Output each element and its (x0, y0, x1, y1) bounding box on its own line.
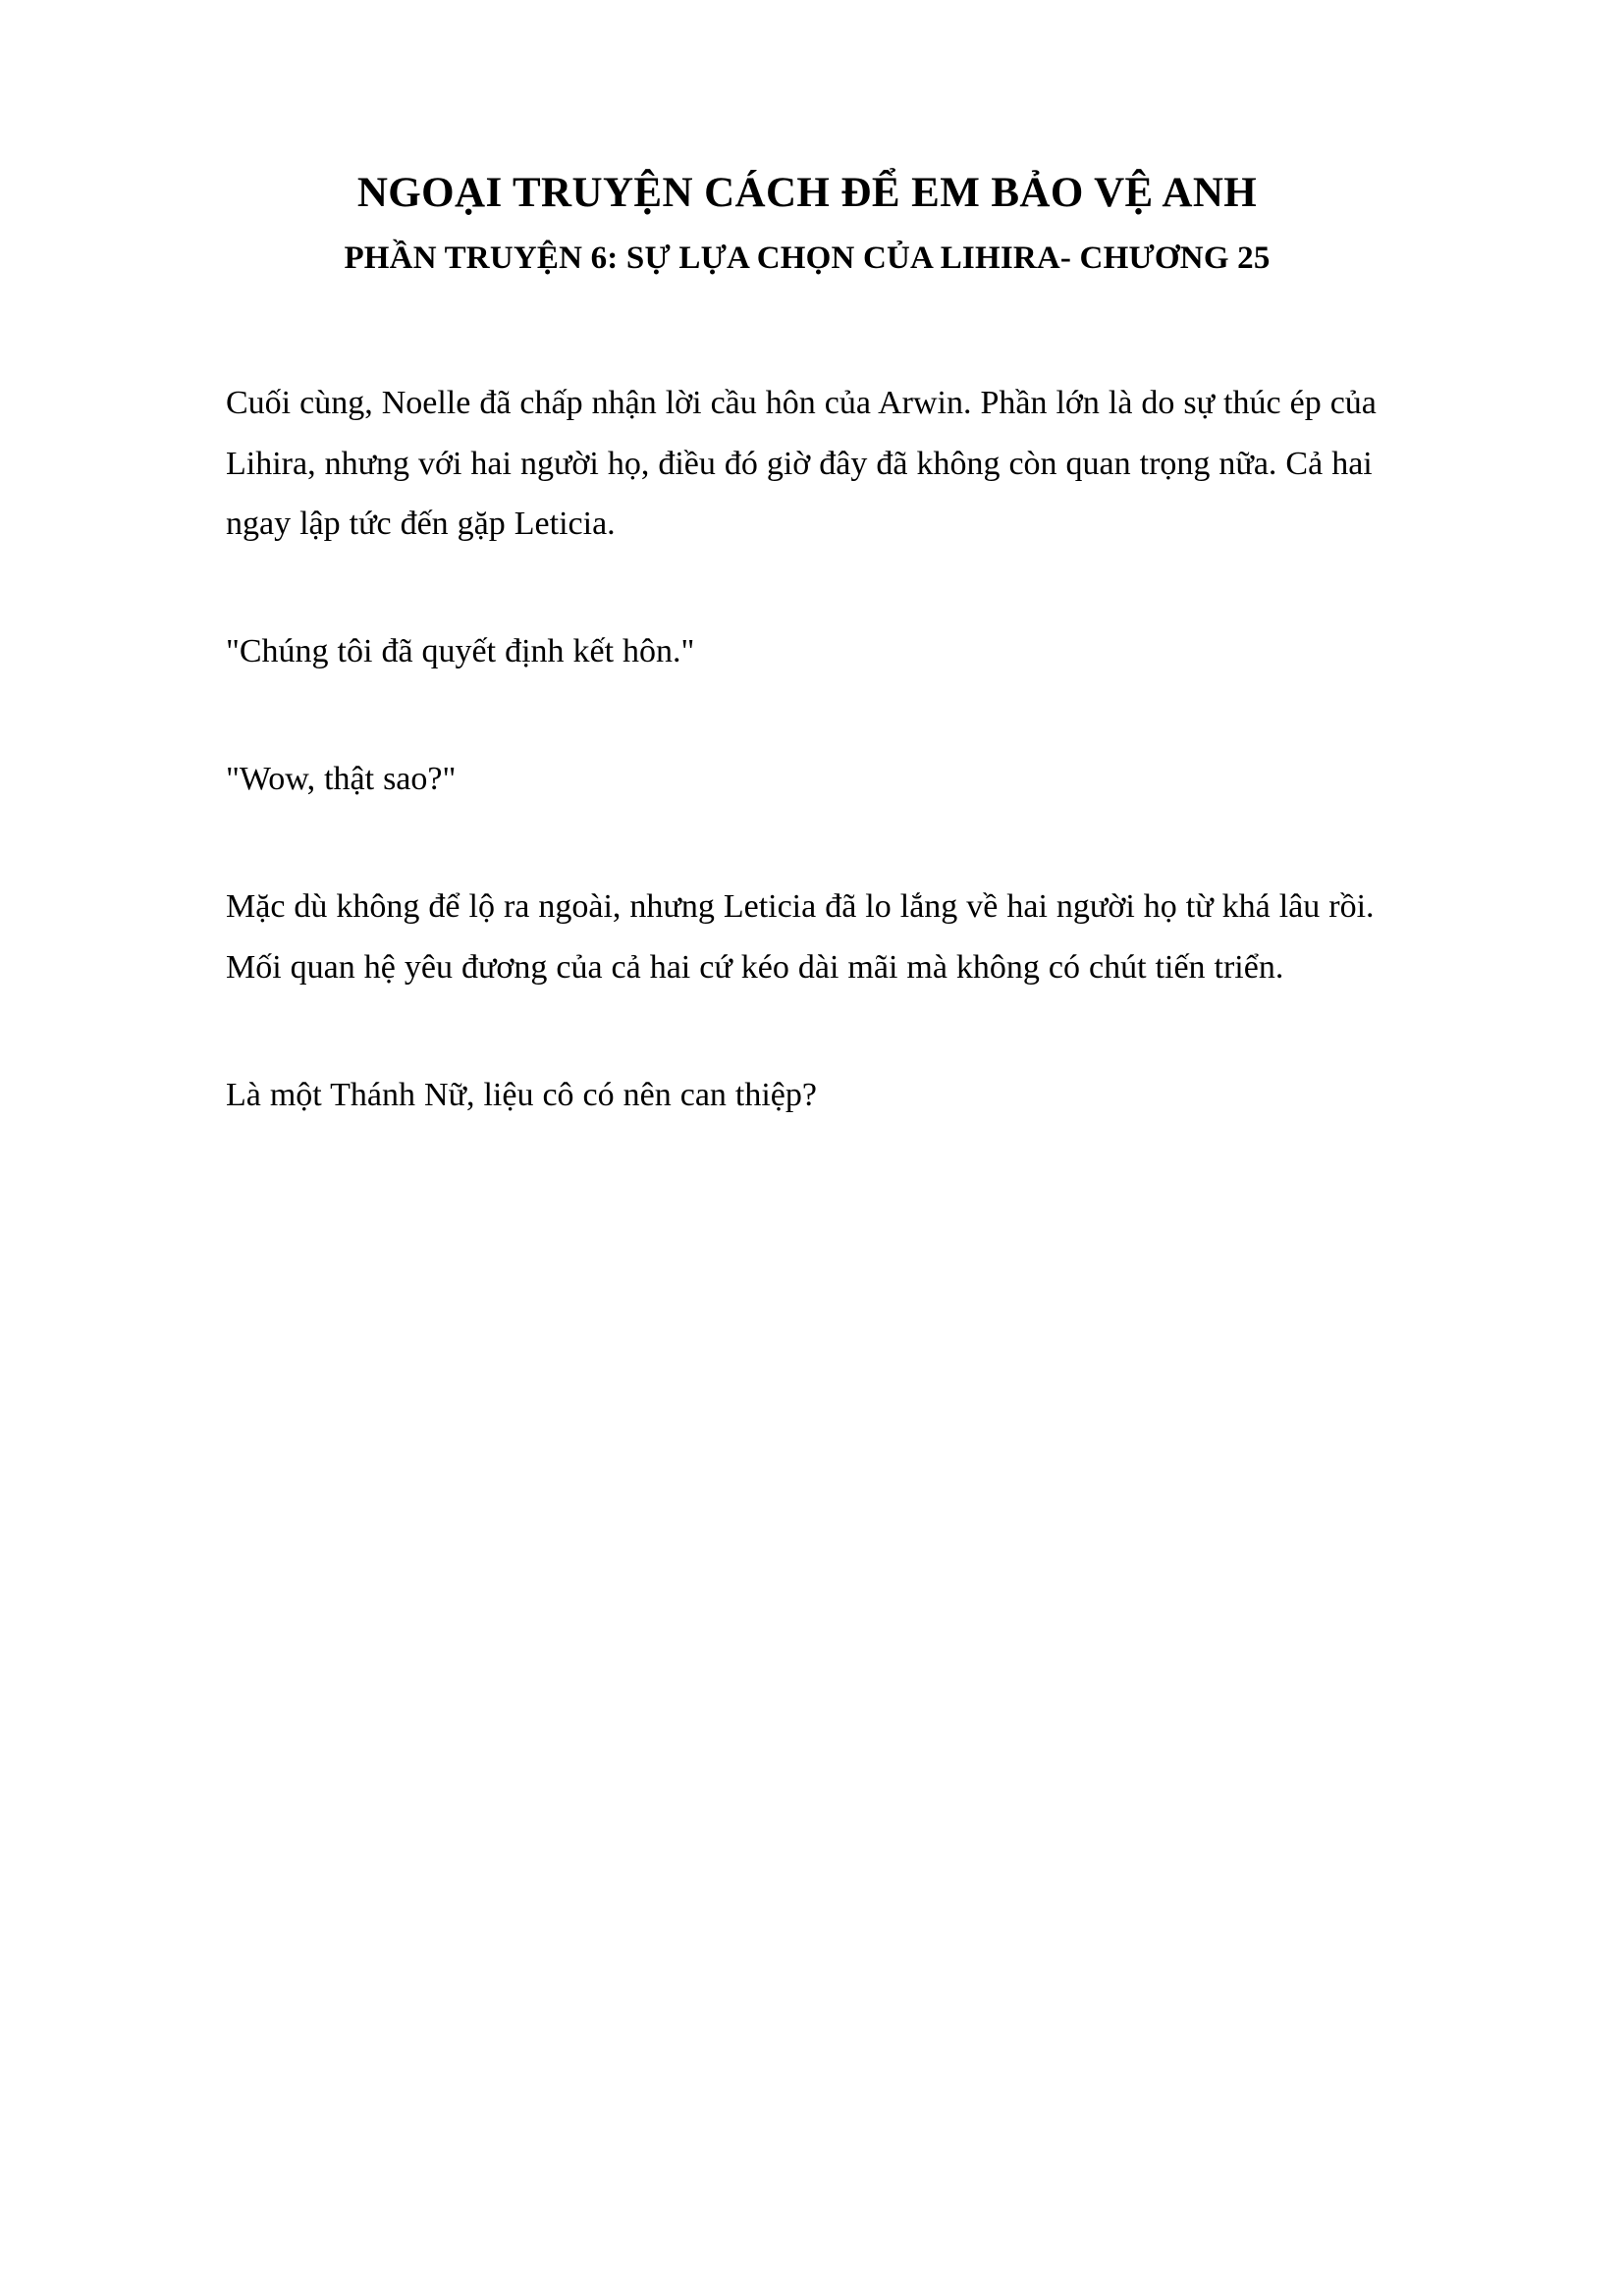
body-paragraph-4: Mặc dù không để lộ ra ngoài, nhưng Leticia đã lo lắng về hai người họ từ khá lâu rồi. Mối quan hệ yêu đương của cả hai cứ kéo dài mãi mà không có chút tiến triển. (226, 888, 1375, 986)
page-title: NGOẠI TRUYỆN CÁCH ĐỂ EM BẢO VỆ ANH (356, 170, 1258, 216)
body-paragraph-3: "Wow, thật sao?" (226, 761, 457, 798)
body-paragraph-1: Cuối cùng, Noelle đã chấp nhận lời cầu hôn của Arwin. Phần lớn là do sự thúc ép của Lihira, nhưng với hai người họ, điều đó giờ đây đã không còn quan trọng nữa. Cả hai ngay lập tức đến gặp Leticia. (226, 384, 1377, 543)
body-paragraph-5: Là một Thánh Nữ, liệu cô có nên can thiệp? (226, 1076, 817, 1113)
body-paragraph-2: "Chúng tôi đã quyết định kết hôn." (226, 633, 695, 670)
page-subtitle: PHẦN TRUYỆN 6: SỰ LỰA CHỌN CỦA LIHIRA- CHƯƠNG 25 (344, 240, 1271, 276)
